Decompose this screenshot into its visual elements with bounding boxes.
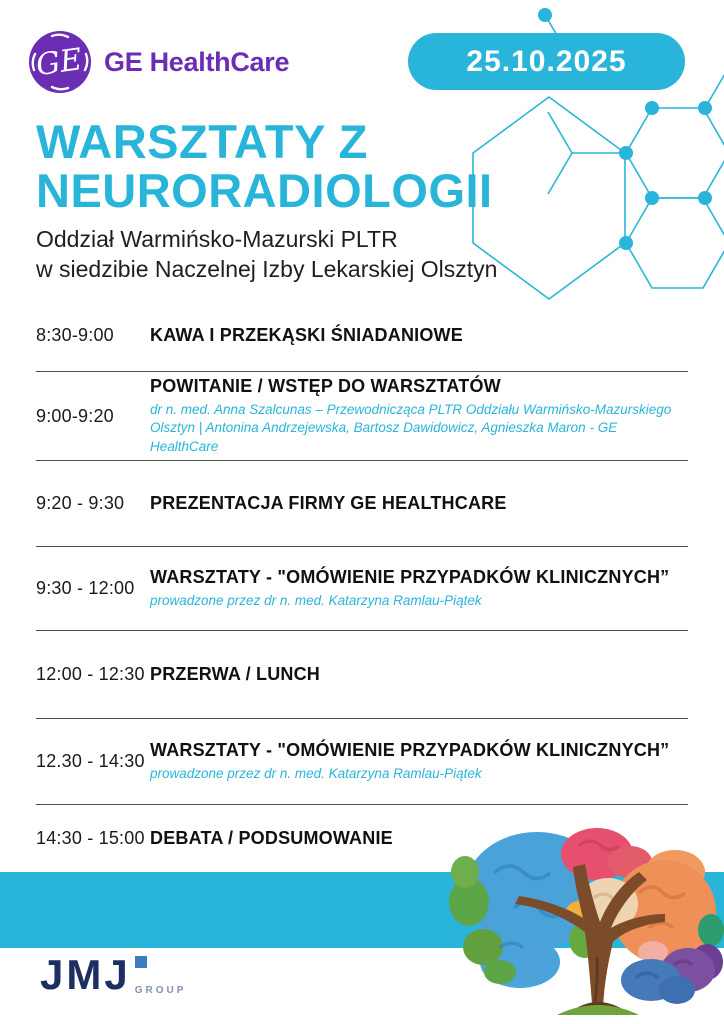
schedule-row: [36, 631, 688, 719]
session-time: 9:20 - 9:30: [36, 493, 125, 513]
schedule-row: [36, 372, 688, 461]
svg-text:GE: GE: [33, 42, 85, 84]
session-speakers: dr n. med. Anna Szalcunas – Przewodnicząca PLTR Oddziału Warmińsko-Mazurskiego Olsztyn | Antonina Andrzejewska, Bartosz Dawidowicz, Agnieszka Maron - GE HealthCare: [150, 402, 672, 454]
session-title: PRZERWA / LUNCH: [150, 664, 321, 684]
date-badge: 25.10.2025: [408, 33, 685, 90]
page-title-line2: NEURORADIOLOGII: [36, 163, 493, 217]
session-time: 14:30 - 15:00: [36, 828, 145, 848]
session-title: POWITANIE / WSTĘP DO WARSZTATÓW: [150, 376, 501, 397]
session-speakers: prowadzone przez dr n. med. Katarzyna Ramlau-Piątek: [150, 592, 482, 608]
schedule-row: [36, 547, 688, 631]
schedule-row: [36, 461, 688, 547]
jmj-logo-text: JMJ: [40, 951, 131, 998]
session-time: 12:00 - 12:30: [36, 664, 145, 684]
schedule-row: [36, 719, 688, 805]
page-subtitle-line2: w siedzibie Naczelnej Izby Lekarskiej Olsztyn: [36, 256, 498, 283]
session-time: 8:30-9:00: [36, 325, 114, 345]
session-title: WARSZTATY - "OMÓWIENIE PRZYPADKÓW KLINICZNYCH”: [150, 739, 670, 760]
session-time: 12.30 - 14:30: [36, 751, 145, 771]
session-time: 9:00-9:20: [36, 405, 114, 426]
session-title: WARSZTATY - "OMÓWIENIE PRZYPADKÓW KLINICZNYCH”: [150, 566, 670, 587]
session-speakers: prowadzone przez dr n. med. Katarzyna Ramlau-Piątek: [150, 765, 482, 781]
page-subtitle: [36, 224, 497, 285]
session-title: DEBATA / PODSUMOWANIE: [150, 828, 393, 848]
page-title-line1: WARSZTATY Z: [36, 115, 368, 168]
page-title: [36, 115, 493, 217]
session-title: KAWA I PRZEKĄSKI ŚNIADANIOWE: [150, 325, 463, 345]
ge-monogram-icon: [28, 30, 92, 94]
schedule-row: [36, 300, 688, 372]
jmj-group-label: GROUP: [134, 985, 187, 996]
schedule-row: [36, 805, 688, 872]
page-subtitle-line1: Oddział Warmińsko-Mazurski PLTR: [36, 226, 398, 252]
brand-wordmark: GE HealthCare: [104, 47, 290, 77]
session-title: PREZENTACJA FIRMY GE HEALTHCARE: [150, 493, 507, 513]
schedule-list: [36, 300, 688, 872]
session-time: 9:30 - 12:00: [36, 578, 135, 598]
jmj-group-logo: [40, 951, 187, 998]
jmj-square-icon: [135, 956, 147, 968]
